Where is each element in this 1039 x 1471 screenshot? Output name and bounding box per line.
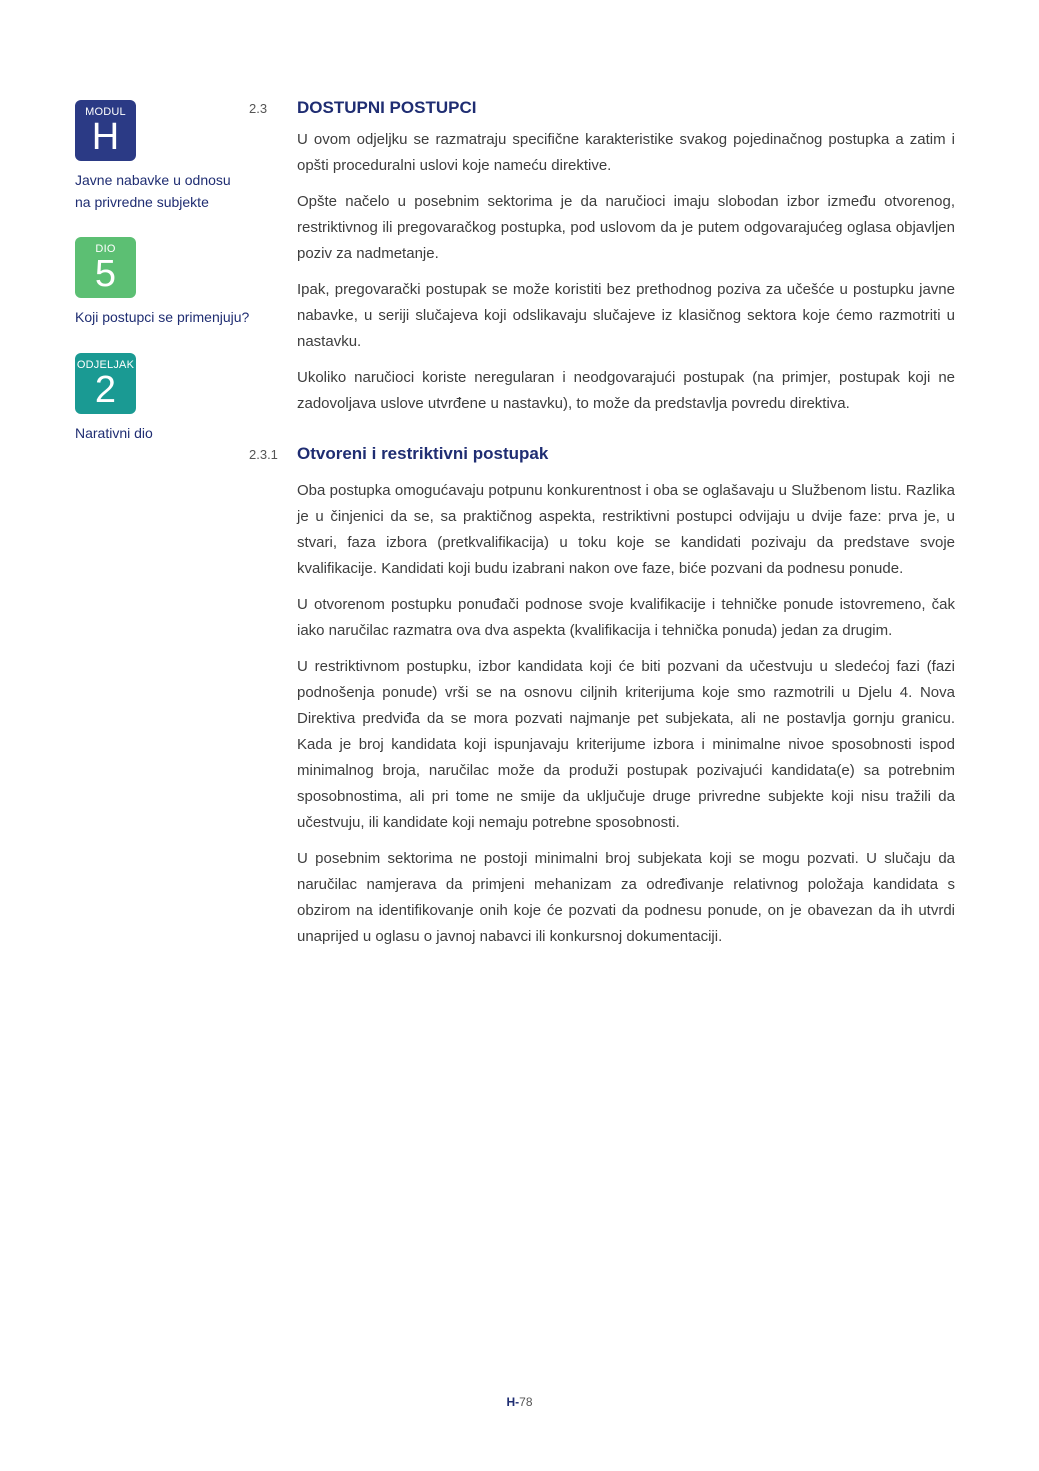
paragraph: Opšte načelo u posebnim sektorima je da naručioci imaju slobodan izbor između otvorenog, restriktivnog ili pregovaračkog postupka, pod uslovom da je putem odgovarajućeg oglasa objavljen poziv za nadmetanje. bbox=[297, 193, 955, 262]
modul-caption-line1: Javne nabavke u odnosu bbox=[75, 172, 231, 188]
section1-body bbox=[297, 127, 955, 427]
paragraph: U ovom odjeljku se razmatraju specifične karakteristike svakog pojedinačnog postupka a zatim i opšti proceduralni uslovi koje nameću direktive. bbox=[297, 131, 955, 174]
odjeljak-badge bbox=[75, 353, 136, 414]
paragraph: U otvorenom postupku ponuđači podnose svoje kvalifikacije i tehničke ponude istovremeno, čak iako naručilac razmatra ova dva aspekta (kvalifikacija i tehnička ponuda) jedan za drugim. bbox=[297, 596, 955, 639]
odjeljak-value: 2 bbox=[94, 369, 117, 411]
modul-badge bbox=[75, 100, 136, 161]
section2-body bbox=[297, 478, 955, 960]
modul-caption-line2: na privredne subjekte bbox=[75, 194, 209, 210]
page-footer bbox=[0, 1395, 1039, 1409]
odjeljak-caption: Narativni dio bbox=[75, 425, 153, 441]
modul-value: H bbox=[91, 116, 120, 158]
subsection-title: Otvoreni i restriktivni postupak bbox=[297, 444, 549, 463]
modul-label: MODUL bbox=[85, 106, 126, 118]
page-number: 78 bbox=[519, 1395, 533, 1409]
subsection-number: 2.3.1 bbox=[249, 447, 278, 462]
dio-group bbox=[75, 237, 249, 328]
modul-group bbox=[75, 100, 231, 213]
odjeljak-label: ODJELJAK bbox=[76, 359, 135, 371]
dio-label: DIO bbox=[95, 243, 116, 255]
dio-value: 5 bbox=[94, 253, 117, 295]
paragraph: Ukoliko naručioci koriste neregularan i neodgovarajući postupak (na primjer, postupak koji ne zadovoljava uslove utvrđene u nastavku), to može da predstavlja povredu direktiva. bbox=[297, 369, 955, 412]
paragraph: U restriktivnom postupku, izbor kandidata koji će biti pozvani da učestvuju u sledećoj fazi (fazi podnošenja ponude) vrši se na osnovu ciljnih kriterijuma koje smo razmotrili u Djelu 4. Nova Direktiva predviđa da se mora pozvati najmanje pet subjekata, ali ne postavlja gornju granicu. Kada je broj kandidata koji ispunjavaju kriterijume izbora i minimalne nivoe sposobnosti ispod minimalnog broja, naručilac može da produži postupak pozivajući kandidata(e) sa potrebnim sposobnostima, ali pri tome ne smije da uključuje druge privredne subjekte koji nisu tražili da učestvuju, ili kandidate koji nemaju potrebne sposobnosti. bbox=[297, 658, 955, 831]
modul-caption bbox=[75, 169, 231, 213]
paragraph: Oba postupka omogućavaju potpunu konkurentnost i oba se oglašavaju u Službenom listu. Razlika je u činjenici da se, sa praktičnog aspekta, restriktivni postupci odvijaju u dvije faze: prva je, u stvari, faza izbora (pretkvalifikacija) u toku koje se kandidati pozivaju da predstave svoje kvalifikacije. Kandidati koji budu izabrani nakon ove faze, biće pozvani da podnesu ponude. bbox=[297, 482, 955, 577]
dio-caption: Koji postupci se primenjuju? bbox=[75, 309, 250, 325]
odjeljak-group bbox=[75, 353, 153, 444]
paragraph: Ipak, pregovarački postupak se može koristiti bez prethodnog poziva za učešće u postupku javne nabavke, u seriji slučajeva koji odslikavaju slučajeve iz klasičnog sektora koje ćemo razmotriti u nastavku. bbox=[297, 281, 955, 350]
paragraph: U posebnim sektorima ne postoji minimalni broj subjekata koji se mogu pozvati. U slučaju da naručilac namjerava da primjeni mehanizam za određivanje relativnog položaja kandidata s obzirom na identifikovanje onih koje će pozvati da podnesu ponude, on je obavezan da ih utvrdi unaprijed u oglasu o javnoj nabavci ili konkursnoj dokumentaciji. bbox=[297, 850, 955, 945]
section-number: 2.3 bbox=[249, 101, 268, 116]
section-title: DOSTUPNI POSTUPCI bbox=[297, 98, 477, 117]
dio-badge bbox=[75, 237, 136, 298]
page-prefix: H- bbox=[506, 1395, 520, 1409]
